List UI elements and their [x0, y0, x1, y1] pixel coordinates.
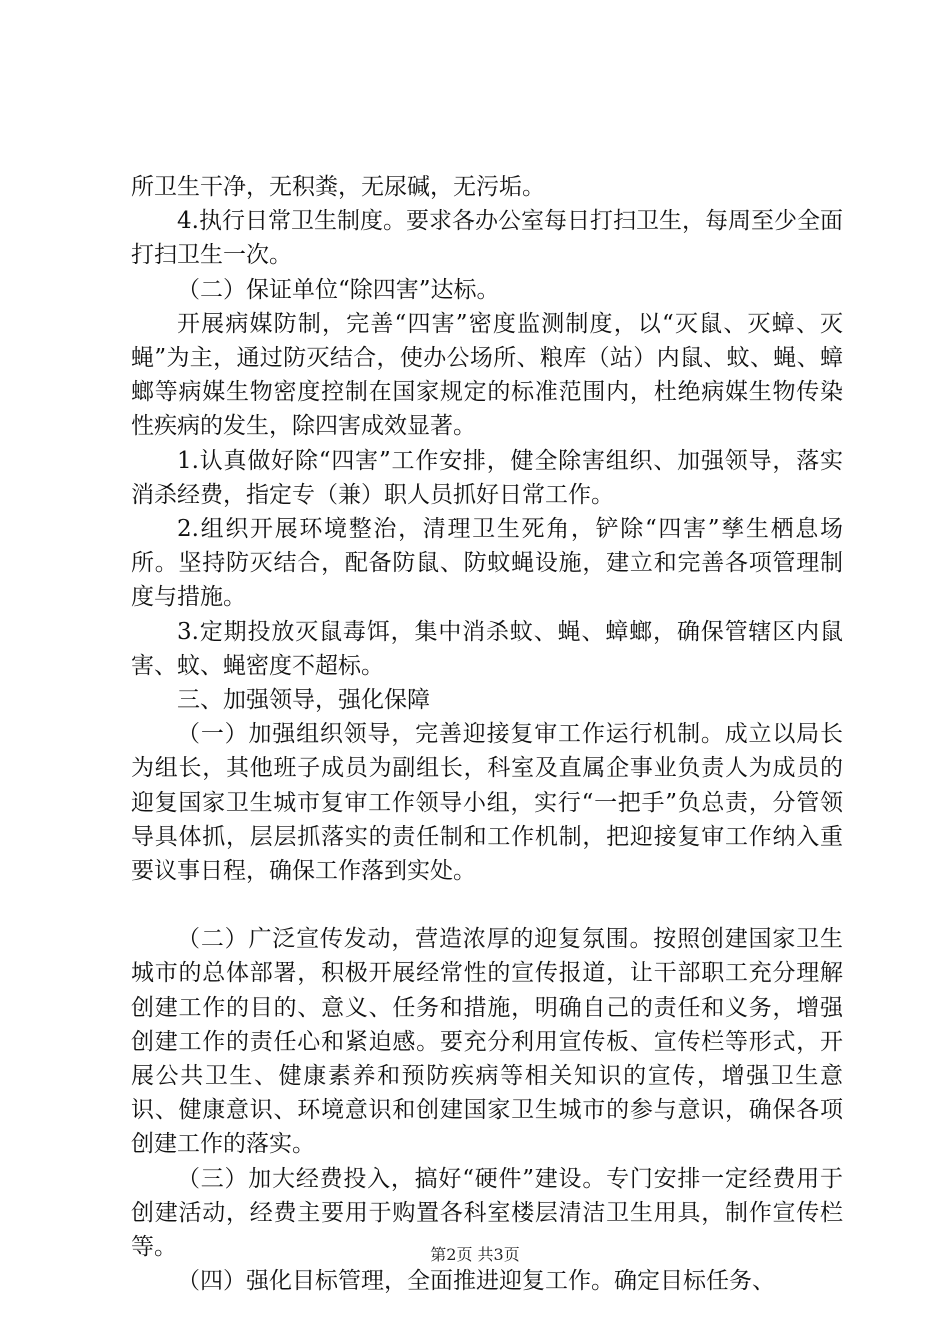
paragraph-9: （一）加强组织领导，完善迎接复审工作运行机制。成立以局长为组长，其他班子成员为副组长，科室及直属企事业负责人为成员的迎复国家卫生城市复审工作领导小组，实行“一把手”负总责，分管领导具体抓，层层抓落实的责任制和工作机制，把迎接复审工作纳入重要议事日程，确保工作落到实处。	[131, 721, 843, 885]
page-footer	[0, 1242, 950, 1265]
paragraph-2: 4.执行日常卫生制度。要求各办公室每日打扫卫生，每周至少全面打扫卫生一次。	[131, 208, 843, 269]
paragraph-3: （二）保证单位“除四害”达标。	[177, 276, 500, 303]
paragraph-gap	[131, 888, 843, 922]
paragraph-1: 所卫生干净，无积粪，无尿碱，无污垢。	[131, 174, 545, 200]
paragraph-4: 开展病媒防制，完善“四害”密度监测制度，以“灭鼠、灭蟑、灭蝇”为主，通过防灭结合，使办公场所、粮库（站）内鼠、蚊、蝇、蟑螂等病媒生物密度控制在国家规定的标准范围内，杜绝病媒生物传染性疾病的发生，除四害成效显著。	[131, 310, 843, 440]
paragraph-7: 3.定期投放灭鼠毒饵，集中消杀蚊、蝇、蟑螂，确保管辖区内鼠害、蚊、蝇密度不超标。	[131, 618, 843, 679]
paragraph-5: 1.认真做好除“四害”工作安排，健全除害组织、加强领导，落实消杀经费，指定专（兼）职人员抓好日常工作。	[131, 447, 843, 508]
paragraph-10: （二）广泛宣传发动，营造浓厚的迎复氛围。按照创建国家卫生城市的总体部署，积极开展经常性的宣传报道，让干部职工充分理解创建工作的目的、意义、任务和措施，明确自己的责任和义务，增强创建工作的责任心和紧迫感。要充分利用宣传板、宣传栏等形式，开展公共卫生、健康素养和预防疾病等相关知识的宣传，增强卫生意识、健康意识、环境意识和创建国家卫生城市的参与意识，确保各项创建工作的落实。	[131, 926, 843, 1158]
document-body	[131, 170, 843, 1299]
section-heading-3: 三、加强领导，强化保障	[177, 687, 430, 714]
paragraph-6: 2.组织开展环境整治，清理卫生死角，铲除“四害”孳生栖息场所。坚持防灭结合，配备防鼠、防蚊蝇设施，建立和完善各项管理制度与措施。	[131, 516, 843, 611]
paragraph-11: （三）加大经费投入，搞好“硬件”建设。专门安排一定经费用于创建活动，经费主要用于购置各科室楼层清洁卫生用具，制作宣传栏等。	[131, 1165, 843, 1261]
paragraph-12: （四）强化目标管理，全面推进迎复工作。确定目标任务、	[177, 1268, 775, 1295]
page-number-label: 第2页 共3页	[430, 1245, 520, 1264]
